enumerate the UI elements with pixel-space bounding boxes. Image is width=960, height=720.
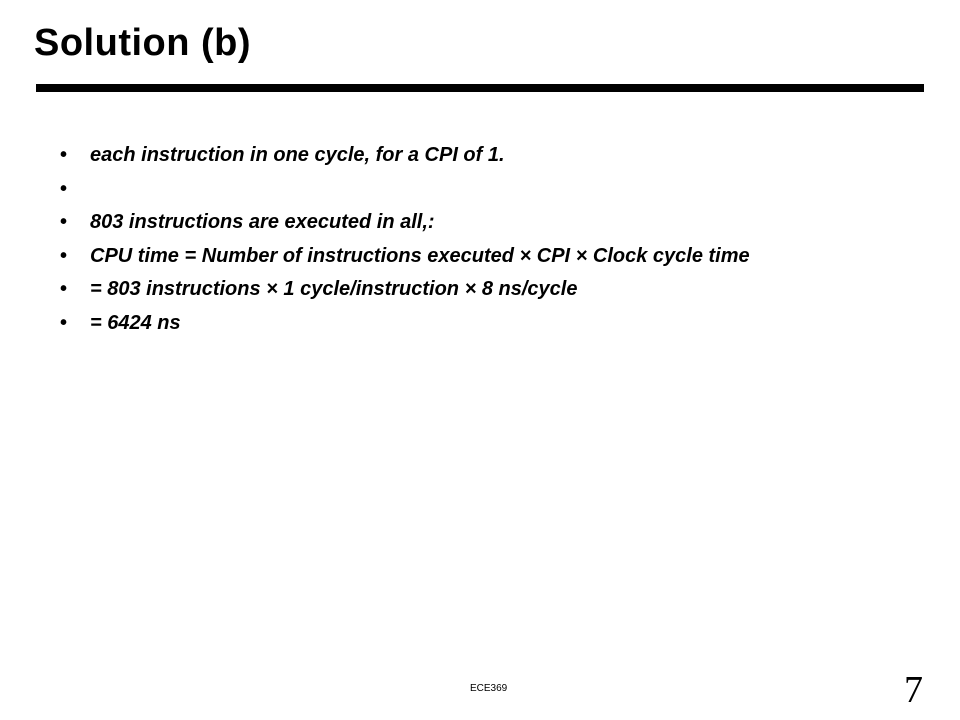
bullet-text: each instruction in one cycle, for a CPI of 1. — [90, 144, 505, 166]
bullet-marker: • — [60, 177, 68, 200]
bullet-marker: • — [60, 311, 68, 334]
bullet-item — [60, 245, 860, 267]
page-number: 7 — [904, 669, 923, 711]
slide-title: Solution (b) — [34, 22, 252, 64]
bullet-item — [60, 178, 860, 200]
bullet-list — [60, 144, 860, 345]
title-divider — [36, 84, 924, 92]
bullet-marker: • — [60, 244, 68, 267]
bullet-text: = 6424 ns — [90, 311, 181, 334]
bullet-item — [60, 211, 860, 233]
bullet-marker: • — [60, 211, 68, 233]
bullet-marker: • — [60, 278, 68, 300]
bullet-item — [60, 144, 860, 166]
bullet-marker: • — [60, 144, 68, 166]
bullet-text: 803 instructions are executed in all,: — [90, 211, 435, 233]
footer-course-label: ECE369 — [470, 683, 508, 694]
bullet-item — [60, 278, 860, 300]
bullet-text: CPU time = Number of instructions executed × CPI × Clock cycle time — [90, 244, 750, 267]
bullet-text: = 803 instructions × 1 cycle/instruction × 8 ns/cycle — [90, 278, 578, 300]
bullet-item — [60, 312, 860, 334]
